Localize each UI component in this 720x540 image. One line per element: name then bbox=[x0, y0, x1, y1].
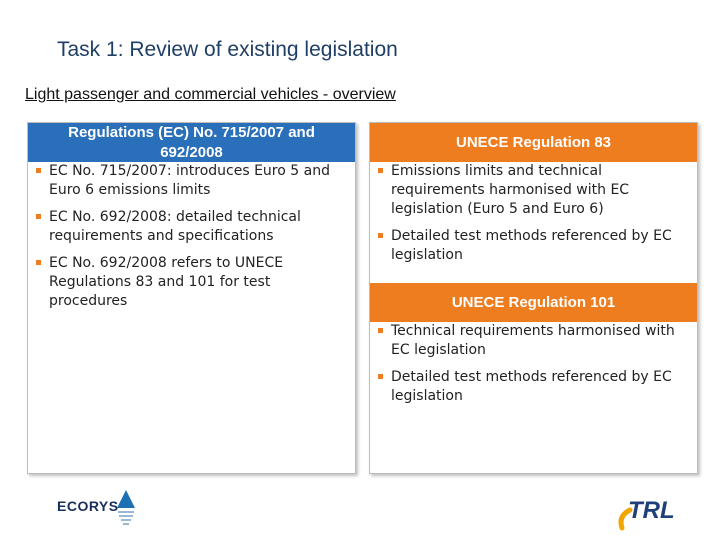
unece-101-list bbox=[370, 322, 697, 406]
list-item bbox=[370, 368, 697, 406]
list-item-text: EC No. 692/2008 refers to UNECE Regulations 83 and 101 for test procedures bbox=[49, 255, 284, 309]
ecorys-logo-text: ECORYS bbox=[57, 498, 119, 514]
ecorys-logo bbox=[57, 490, 157, 530]
bullet-icon bbox=[378, 374, 383, 379]
unece-83-header: UNECE Regulation 83 bbox=[370, 123, 697, 162]
list-item-text: EC No. 692/2008: detailed technical requirements and specifications bbox=[49, 209, 301, 244]
unece-83-list bbox=[370, 162, 697, 265]
list-item-text: Emissions limits and technical requirements harmonised with EC legislation (Euro 5 and Euro 6) bbox=[391, 163, 630, 217]
ecorys-triangle-icon bbox=[115, 490, 137, 528]
ec-regulations-header: Regulations (EC) No. 715/2007 and 692/2008 bbox=[28, 123, 355, 162]
list-item-text: EC No. 715/2007: introduces Euro 5 and Euro 6 emissions limits bbox=[49, 163, 330, 198]
list-item bbox=[28, 254, 355, 311]
unece-101-header: UNECE Regulation 101 bbox=[370, 283, 697, 322]
bullet-icon bbox=[36, 260, 41, 265]
list-item bbox=[370, 162, 697, 219]
list-item-text: Detailed test methods referenced by EC legislation bbox=[391, 228, 672, 263]
slide-subtitle: Light passenger and commercial vehicles - overview bbox=[25, 86, 396, 103]
bullet-icon bbox=[36, 168, 41, 173]
unece-regulations-panel bbox=[369, 122, 698, 474]
trl-logo-text: TRL bbox=[628, 497, 675, 524]
bullet-icon bbox=[378, 328, 383, 333]
bullet-icon bbox=[36, 214, 41, 219]
list-item-text: Technical requirements harmonised with EC legislation bbox=[391, 323, 675, 358]
list-item bbox=[370, 227, 697, 265]
bullet-icon bbox=[378, 233, 383, 238]
trl-logo bbox=[616, 488, 696, 532]
bullet-icon bbox=[378, 168, 383, 173]
slide-title: Task 1: Review of existing legislation bbox=[57, 38, 398, 61]
ec-regulations-list bbox=[28, 162, 355, 311]
list-item bbox=[28, 208, 355, 246]
list-item-text: Detailed test methods referenced by EC legislation bbox=[391, 369, 672, 404]
list-item bbox=[370, 322, 697, 360]
list-item bbox=[28, 162, 355, 200]
ec-regulations-panel bbox=[27, 122, 356, 474]
